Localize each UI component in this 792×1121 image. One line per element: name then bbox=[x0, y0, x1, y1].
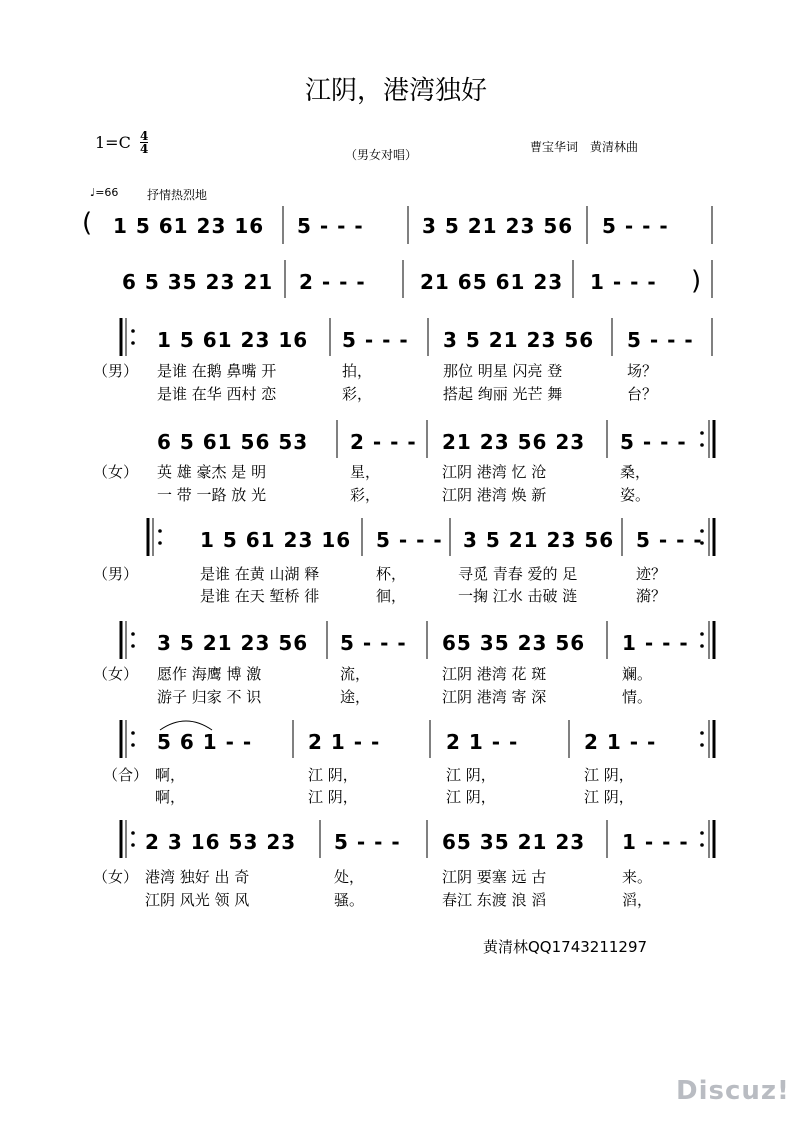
s5-m4: 2 1 - - bbox=[584, 730, 657, 754]
intro-r1-m3: 3 5 21 23 56 bbox=[422, 214, 574, 238]
s5-l2-m2: 江 阴， bbox=[308, 788, 358, 806]
s4-l2-m1: 游子 归家 不 识 bbox=[157, 688, 262, 706]
s1-l1-m4: 场？ bbox=[627, 362, 658, 380]
key-signature: 1=C bbox=[95, 133, 131, 152]
s4-l2-m3: 江阴 港湾 寄 深 bbox=[442, 688, 547, 706]
s3-l2-m2: 徊， bbox=[376, 587, 407, 605]
subtitle: （男女对唱） bbox=[345, 148, 418, 162]
s1-l1-m2: 拍， bbox=[342, 362, 373, 380]
time-signature bbox=[140, 130, 148, 155]
s3-m3: 3 5 21 23 56 bbox=[463, 528, 615, 552]
s1-l2-m2: 彩， bbox=[342, 385, 373, 403]
s3-voice: （男） bbox=[93, 565, 139, 583]
s2-l2-m1: 一 带 一路 放 光 bbox=[157, 486, 267, 504]
s6-l1-m2: 处， bbox=[334, 868, 365, 886]
s6-l2-m3: 春江 东渡 浪 滔 bbox=[442, 891, 547, 909]
intro-open-paren: ( bbox=[82, 208, 93, 238]
s5-l1-m1: 啊， bbox=[155, 766, 186, 784]
s4-l1-m3: 江阴 港湾 花 斑 bbox=[442, 665, 547, 683]
s5-m2: 2 1 - - bbox=[308, 730, 381, 754]
author-signature: 黄清林QQ1743211297 bbox=[483, 938, 648, 956]
time-signature-bottom: 4 bbox=[140, 142, 149, 156]
intro-close-paren: ) bbox=[691, 266, 702, 296]
s2-m1: 6 5 61 56 53 bbox=[157, 430, 309, 454]
s1-m3: 3 5 21 23 56 bbox=[443, 328, 595, 352]
s5-barlines bbox=[0, 718, 792, 762]
s2-m2: 2 - - - bbox=[350, 430, 417, 454]
s5-m3: 2 1 - - bbox=[446, 730, 519, 754]
s1-voice: （男） bbox=[93, 362, 139, 380]
s4-l1-m1: 愿作 海鹰 博 激 bbox=[157, 665, 262, 683]
s2-voice: （女） bbox=[93, 463, 139, 481]
s3-l2-m1: 是谁 在天 堑桥 徘 bbox=[200, 587, 320, 605]
intro-r2-m4: 1 - - - bbox=[590, 270, 657, 294]
s4-l1-m2: 流， bbox=[340, 665, 371, 683]
s1-l2-m4: 台？ bbox=[627, 385, 658, 403]
s5-l1-m4: 江 阴， bbox=[584, 766, 634, 784]
s5-l1-m3: 江 阴， bbox=[446, 766, 496, 784]
s5-voice: （合） bbox=[103, 766, 149, 784]
s2-l2-m4: 姿。 bbox=[620, 486, 651, 504]
s6-m4: 1 - - - bbox=[622, 830, 689, 854]
s2-l1-m1: 英 雄 豪杰 是 明 bbox=[157, 463, 267, 481]
s2-m4: 5 - - - bbox=[620, 430, 687, 454]
s2-m3: 21 23 56 23 bbox=[442, 430, 586, 454]
intro-r1-m4: 5 - - - bbox=[602, 214, 669, 238]
intro-row2-barlines bbox=[0, 258, 792, 302]
credits: 曹宝华词 黄清林曲 bbox=[530, 140, 639, 154]
s3-l1-m4: 迹？ bbox=[636, 565, 667, 583]
song-title: 江阴，港湾独好 bbox=[304, 76, 487, 106]
s4-m1: 3 5 21 23 56 bbox=[157, 631, 309, 655]
s4-l2-m2: 途， bbox=[340, 688, 371, 706]
s6-l2-m2: 骚。 bbox=[334, 891, 365, 909]
discuz-watermark: Discuz! bbox=[676, 1076, 790, 1106]
s6-m1: 2 3 16 53 23 bbox=[145, 830, 297, 854]
s1-l1-m3: 那位 明星 闪亮 登 bbox=[443, 362, 563, 380]
s6-l2-m1: 江阴 风光 领 风 bbox=[145, 891, 250, 909]
s5-l1-m2: 江 阴， bbox=[308, 766, 358, 784]
s3-m1: 1 5 61 23 16 bbox=[200, 528, 352, 552]
intro-r2-m3: 21 65 61 23 bbox=[420, 270, 564, 294]
s3-l1-m3: 寻觅 青春 爱的 足 bbox=[458, 565, 578, 583]
s2-l1-m3: 江阴 港湾 忆 沧 bbox=[442, 463, 547, 481]
s6-l1-m3: 江阴 要塞 远 古 bbox=[442, 868, 547, 886]
s3-l2-m3: 一掬 江水 击破 涟 bbox=[458, 587, 578, 605]
expression-marking: 抒情热烈地 bbox=[147, 188, 208, 202]
s2-l1-m2: 星， bbox=[350, 463, 381, 481]
intro-r1-m1: 1 5 61 23 16 bbox=[113, 214, 265, 238]
s3-m2: 5 - - - bbox=[376, 528, 443, 552]
s6-l1-m4: 来。 bbox=[622, 868, 653, 886]
s4-m4: 1 - - - bbox=[622, 631, 689, 655]
s3-l2-m4: 漪？ bbox=[636, 587, 667, 605]
s4-m3: 65 35 23 56 bbox=[442, 631, 586, 655]
s5-l2-m3: 江 阴， bbox=[446, 788, 496, 806]
s1-m4: 5 - - - bbox=[627, 328, 694, 352]
s2-l1-m4: 桑， bbox=[620, 463, 651, 481]
s1-l2-m3: 搭起 绚丽 光芒 舞 bbox=[443, 385, 563, 403]
s5-l2-m1: 啊， bbox=[155, 788, 186, 806]
s6-m2: 5 - - - bbox=[334, 830, 401, 854]
s5-m1: 5 6 1 - - bbox=[157, 730, 253, 754]
intro-r1-m2: 5 - - - bbox=[297, 214, 364, 238]
intro-r2-m1: 6 5 35 23 21 bbox=[122, 270, 274, 294]
s4-l1-m4: 斓。 bbox=[622, 665, 653, 683]
s4-m2: 5 - - - bbox=[340, 631, 407, 655]
time-signature-top: 4 bbox=[140, 129, 149, 143]
s3-l1-m1: 是谁 在黄 山湖 释 bbox=[200, 565, 320, 583]
s1-l2-m1: 是谁 在华 西村 恋 bbox=[157, 385, 277, 403]
tempo-marking: ♩=66 bbox=[90, 186, 119, 199]
s2-l2-m3: 江阴 港湾 焕 新 bbox=[442, 486, 547, 504]
s1-m2: 5 - - - bbox=[342, 328, 409, 352]
s3-m4: 5 - - - bbox=[636, 528, 703, 552]
s3-l1-m2: 杯， bbox=[376, 565, 407, 583]
s6-l1-m1: 港湾 独好 出 奇 bbox=[145, 868, 250, 886]
s1-l1-m1: 是谁 在鹅 鼻嘴 开 bbox=[157, 362, 277, 380]
s6-voice: （女） bbox=[93, 868, 139, 886]
s5-l2-m4: 江 阴， bbox=[584, 788, 634, 806]
s6-m3: 65 35 21 23 bbox=[442, 830, 586, 854]
intro-r2-m2: 2 - - - bbox=[299, 270, 366, 294]
s4-voice: （女） bbox=[93, 665, 139, 683]
s4-l2-m4: 情。 bbox=[622, 688, 653, 706]
s6-l2-m4: 滔， bbox=[622, 891, 653, 909]
s2-l2-m2: 彩， bbox=[350, 486, 381, 504]
s1-m1: 1 5 61 23 16 bbox=[157, 328, 309, 352]
